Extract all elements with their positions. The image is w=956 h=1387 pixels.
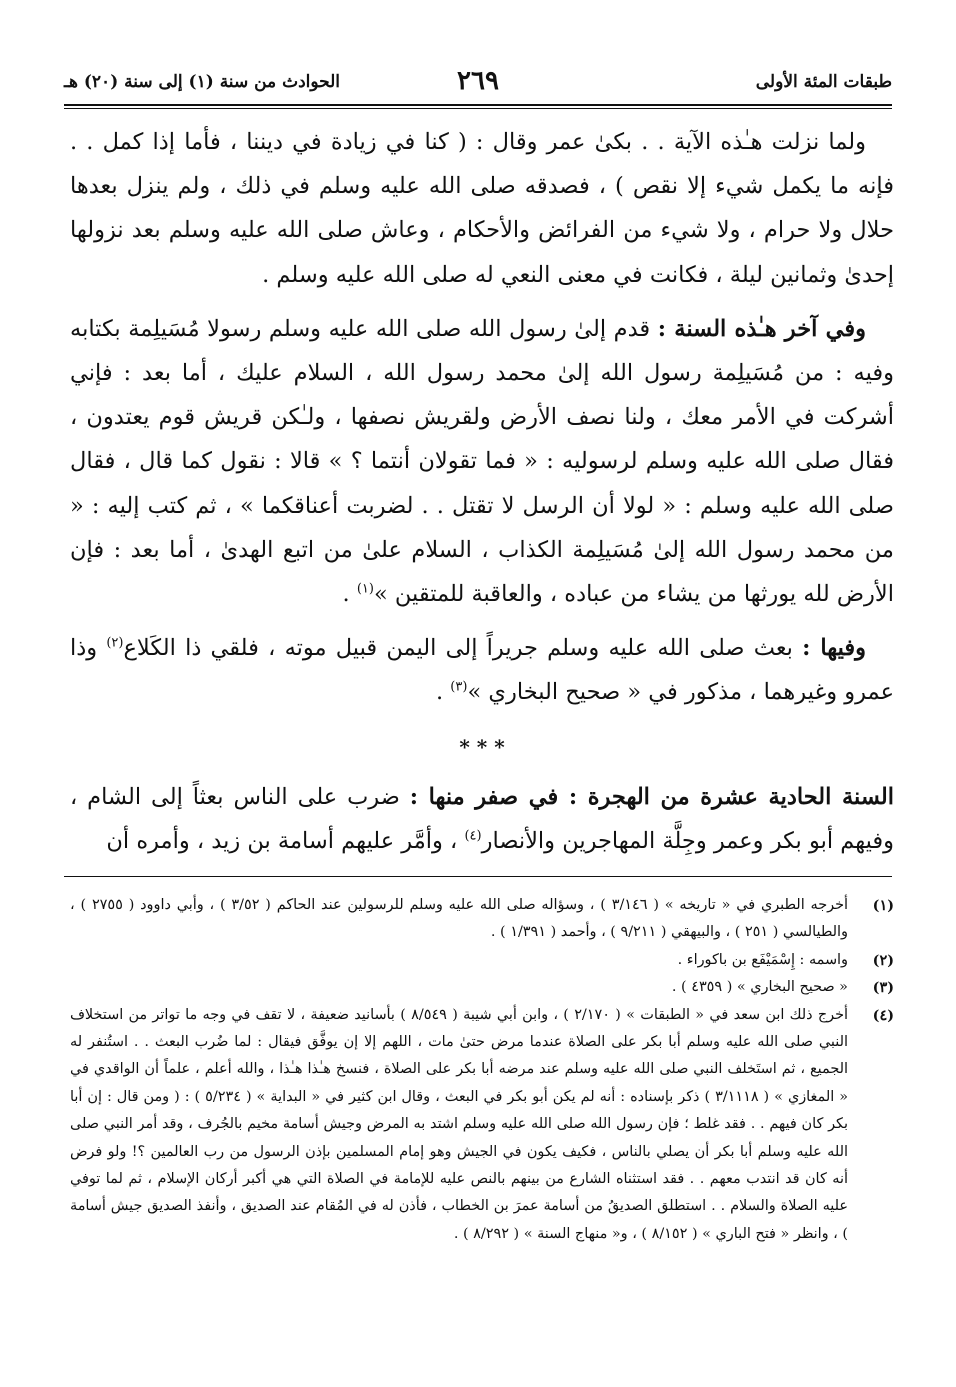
paragraph-4-text: ضرب على الناس بعثاً إلى الشام ، وفيهم أبو بكر وعمر وجِلَّة المهاجرين والأنصار (70, 783, 894, 855)
paragraph-3-tail2: . (435, 679, 451, 706)
footnote-3 (70, 974, 894, 1001)
header-divider (64, 104, 892, 109)
book-title-header: طبقات المئة الأولى (755, 72, 892, 92)
main-text (70, 120, 894, 873)
footnote-text: واسمه : إِسْمَيْفَع بن باكوراء . (677, 951, 848, 968)
paragraph-2-tail: . (342, 581, 357, 608)
footnote-text: أخرج ذلك ابن سعد في « الطبقات » ( ٢/١٧٠ ) ، وابن أبي شيبة ( ٨/٥٤٩ ) بأسانيد ضعيفة ، لا تقف في وجه ما تواتر من استخلاف النبي صلى الله عليه وسلم أبا بكر على الصلاة عندما مرض حتىٰ مات ، اللهم إلا إن يوفَّق فيقال : لما ضُرب البعث . . استُنفر له الجميع ، ثم استَخلف النبي صلى الله عليه وسلم عند مرضه أبا بكر على الصلاة ، فنسخ هـٰذا هـٰذا ، والله أعلم ، علماً أن الواقدي في « المغازي » ( ٣/١١١٨ ) ذكر بإسناده : أنه لم يكن أبو بكر في البعث ، وقال ابن كثير في « البداية » ( ٥/٢٣٤ ) : ( ومن قال : إن أبا بكر كان فيهم . . فقد غلط ؛ فإن رسول الله صلى الله عليه وسلم اشتد به المرض وجيش أسامة مخيم بالجُرف ، وقد أمر النبي صلى الله عليه وسلم أبا بكر أن يصلي بالناس ، فكيف يكون في الجيش وهو إمام المسلمين بإذن الرسول من رب العالمين ؟! ولو فرض أنه كان قد انتدب معهم . . فقد استثناه الشارع من بينهم بالنص عليه للإمامة في الصلاة التي هي أكبر أركان الإسلام ، ثم لما توفي عليه الصلاة والسلام . . استطلق الصديقُ من أسامة عمرَ بن الخطاب ، فأذن له في المُقام عند الصديق ، وأنفذ الصديق جيش أسامة ) ، وانظر « فتح الباري » ( ٨/١٥٢ ) ، و« منهاج السنة » ( ٨/٢٩٢ ) . (70, 1006, 849, 1242)
section-separator: * * * (459, 734, 505, 759)
footnote-number: (٤) (872, 1006, 894, 1024)
paragraph-4-tail: ، وأمَّر عليهم أسامة بن زيد ، وأمره أن (106, 828, 465, 855)
footnote-text: أخرجه الطبري في « تاريخه » ( ٣/١٤٦ ) ، وسؤاله صلى الله عليه وسلم للرسولين عند الحاكم ( ٣/٥٢ ) ، وأبي داوود ( ٢٧٥٥ ) ، والطيالسي ( ٢٥١ ) ، والبيهقي ( ٩/٢١١ ) ، وأحمد ( ١/٣٩١ ) . (70, 897, 848, 941)
footnote-number: (٢) (872, 951, 894, 969)
footnote-number: (١) (872, 897, 894, 914)
footnote-ref-3: (٣) (450, 679, 468, 695)
footnote-1 (70, 892, 894, 947)
paragraph-4-lead: السنة الحادية عشرة من الهجرة : في صفر منها : (409, 783, 894, 810)
running-header (64, 66, 892, 106)
paragraph-4 (70, 775, 894, 863)
paragraph-1 (70, 120, 894, 297)
footnote-text: « صحيح البخاري » ( ٤٣٥٩ ) . (671, 979, 848, 996)
footnote-ref-1: (١) (356, 581, 374, 597)
paragraph-3-text: بعث صلى الله عليه وسلم جريراً إلى اليمن قبيل موته ، فلقي ذا الكَلاع (123, 635, 793, 662)
page-number: ٢٦٩ (457, 66, 499, 96)
footnote-2 (70, 947, 894, 974)
paragraph-2-text: قدم إلىٰ رسول الله صلى الله عليه وسلم رسولا مُسَيلِمة بكتابه وفيه : من مُسَيلِمة رسول الله إلىٰ محمد رسول الله ، السلام عليك ، أما بعد : فإني أشركت في الأمر معك ، ولنا نصف الأرض ولقريش نصفها ، ولـٰكن قريش قوم يعتدون ، فقال صلى الله عليه وسلم لرسوليه : « فما تقولان أنتما ؟ » قالا : نقول كما قال ، فقال صلى الله عليه وسلم : « لولا أن الرسل لا تقتل . . لضربت أعناقكما » ، ثم كتب إليه : « من محمد رسول الله إلىٰ مُسَيلِمة الكذاب ، السلام علىٰ من اتبع الهدىٰ ، أما بعد : فإن الأرض لله يورثها من يشاء من عباده ، والعاقبة للمتقين » (70, 315, 894, 608)
paragraph-3 (70, 626, 894, 714)
paragraph-1-text: ولما نزلت هـٰذه الآية . . بكىٰ عمر وقال : ( كنا في زيادة في ديننا ، فأما إذا كمل . . فإنه ما يكمل شيء إلا نقص ) ، فصدقه صلى الله عليه وسلم في ذلك ، ولم ينزل بعدها حلال ولا حرام ، ولا شيء من الفرائض والأحكام ، وعاش صلى الله عليه وسلم بعد نزولها إحدىٰ وثمانين ليلة ، فكانت في معنى النعي له صلى الله عليه وسلم . (70, 129, 894, 288)
footnote-number: (٣) (872, 979, 894, 997)
footnote-4 (70, 1002, 894, 1249)
footnotes (70, 892, 894, 1248)
footnote-ref-2: (٢) (106, 635, 124, 651)
paragraph-3-lead: وفيها : (802, 635, 867, 662)
paragraph-2 (70, 307, 894, 616)
footnote-divider (64, 876, 892, 877)
paragraph-3-tail: وذا عمرو وغيرهما ، مذكور في « صحيح البخاري » (70, 635, 894, 706)
section-title-header: الحوادث من سنة (١) إلى سنة (٢٠) هـ (64, 72, 341, 92)
paragraph-2-lead: وفي آخر هـٰذه السنة : (657, 315, 866, 342)
footnote-ref-4: (٤) (464, 828, 482, 844)
